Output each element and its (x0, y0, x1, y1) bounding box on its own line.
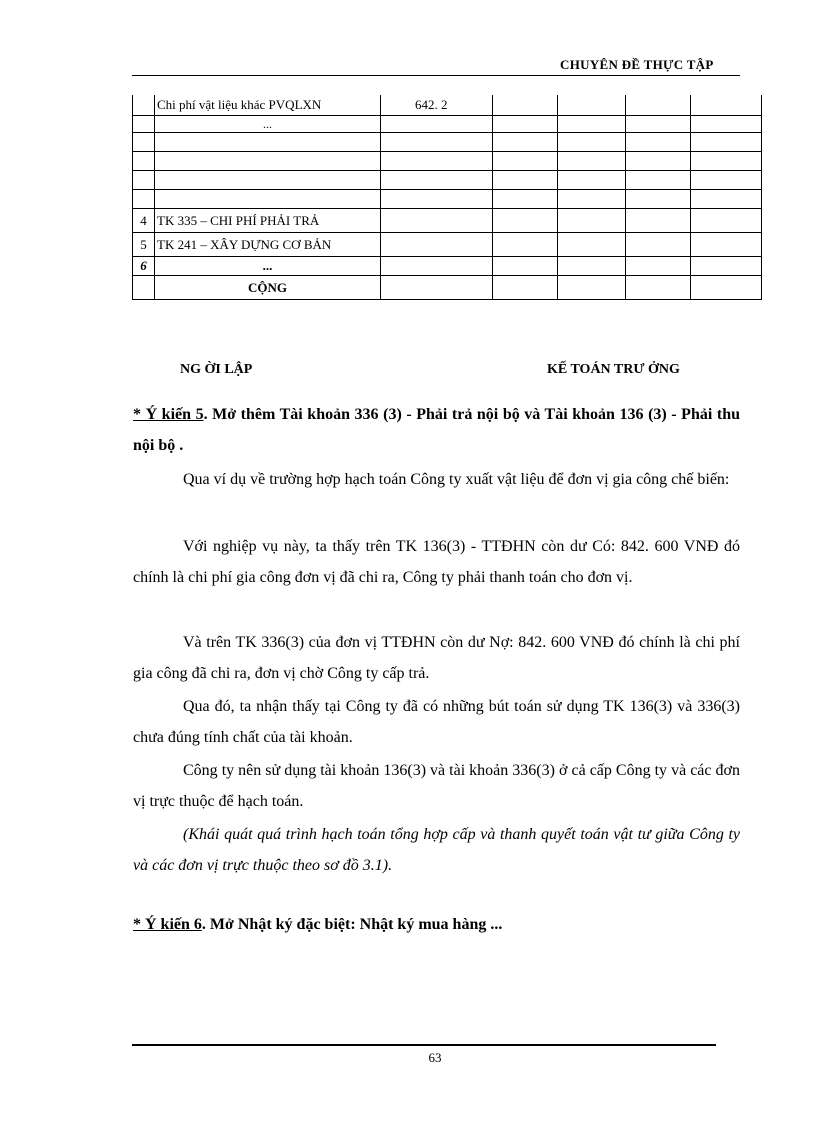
paragraph: Và trên TK 336(3) của đơn vị TTĐHN còn dư Nợ: 842. 600 VNĐ đó chính là chi phí gia công đã chi ra, đơn vị chờ Công ty cấp trả. (133, 634, 740, 682)
table-row (133, 276, 762, 300)
table-row (133, 152, 762, 171)
opinion-6-heading: * Ý kiến 6. Mở Nhật ký đặc biệt: Nhật ký mua hàng ... (133, 916, 503, 933)
row-name: ... (155, 116, 381, 133)
paragraph: Công ty nên sử dụng tài khoản 136(3) và tài khoản 336(3) ở cả cấp Công ty và các đơn vị trực thuộc để hạch toán. (133, 762, 740, 810)
row-name: TK 241 – XÂY DỰNG CƠ BẢN (155, 233, 381, 257)
preparer-signature-label: NG ỜI LẬP (180, 362, 253, 377)
table-row (133, 95, 762, 116)
table-row (133, 116, 762, 133)
table-row (133, 190, 762, 209)
table-row (133, 171, 762, 190)
footer-divider (132, 1044, 716, 1046)
expense-table (132, 95, 762, 300)
table-row: 6 ... (133, 257, 762, 276)
row-account: 642. 2 (381, 95, 493, 116)
row-name: TK 335 – CHI PHÍ PHẢI TRẢ (155, 209, 381, 233)
table-row: 4 TK 335 – CHI PHÍ PHẢI TRẢ (133, 209, 762, 233)
page-number: 63 (428, 1050, 442, 1065)
row-name: ... (155, 257, 381, 276)
paragraph: Qua ví dụ về trường hợp hạch toán Công ty xuất vật liệu để đơn vị gia công chế biến: (183, 471, 730, 488)
chief-accountant-signature-label: KẾ TOÁN TRƯ ỞNG (547, 362, 680, 377)
paragraph: Với nghiệp vụ này, ta thấy trên TK 136(3) - TTĐHN còn dư Có: 842. 600 VNĐ đó chính là chi phí gia công đơn vị đã chi ra, Công ty phải thanh toán cho đơn vị. (133, 538, 740, 586)
header-divider (132, 75, 740, 76)
italic-note: (Khái quát quá trình hạch toán tổng hợp cấp và thanh quyết toán vật tư giữa Công ty và các đơn vị trực thuộc theo sơ đồ 3.1). (133, 826, 740, 874)
document-header-title: CHUYÊN ĐỀ THỰC TẬP (560, 57, 714, 72)
total-label: CỘNG (155, 276, 381, 300)
table-row: 5 TK 241 – XÂY DỰNG CƠ BẢN (133, 233, 762, 257)
opinion-5-heading: * Ý kiến 5. Mở thêm Tài khoản 336 (3) - Phải trả nội bộ và Tài khoản 136 (3) - Phải thu nội bộ . (133, 406, 740, 454)
paragraph: Qua đó, ta nhận thấy tại Công ty đã có những bút toán sử dụng TK 136(3) và 336(3) chưa đúng tính chất của tài khoản. (133, 698, 740, 746)
table-row (133, 133, 762, 152)
row-name: Chi phí vật liệu khác PVQLXN (155, 95, 381, 116)
